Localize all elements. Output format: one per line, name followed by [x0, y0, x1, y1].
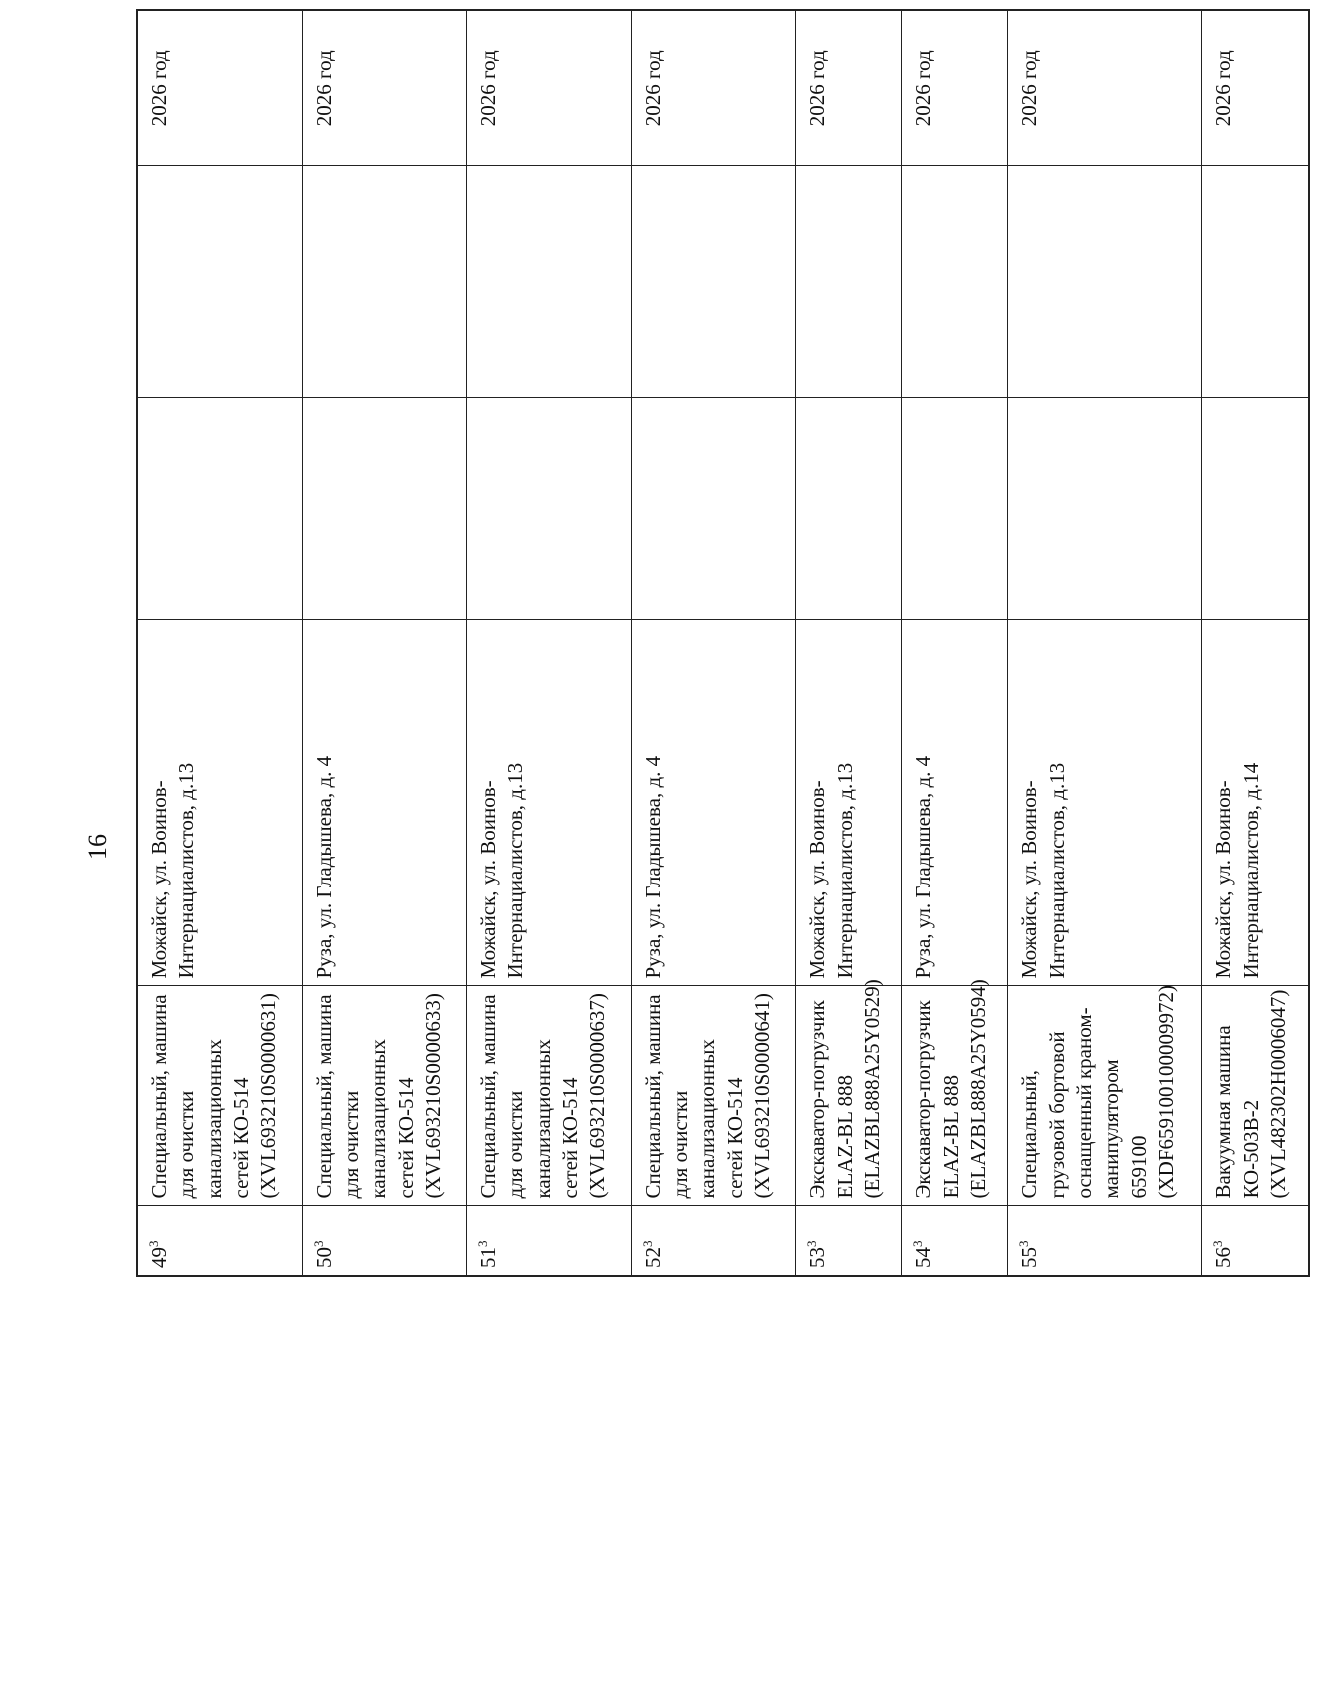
empty-cell: [302, 398, 467, 620]
table-row: [1202, 10, 1309, 1276]
empty-cell: [137, 166, 302, 398]
table-row: [796, 10, 902, 1276]
empty-cell: [1202, 398, 1309, 620]
table-row: [1008, 10, 1202, 1276]
row-number-cell: $52^3$: [631, 1206, 796, 1276]
address-cell: Можайск, ул. Воинов-Интернациалистов, д.13: [137, 620, 302, 986]
vehicle-name-cell: Специальный, грузовой бортовой оснащенный краном-манипулятором 659100 (XDF659100100009972): [1008, 986, 1202, 1206]
empty-cell: [467, 166, 632, 398]
address-cell: Можайск, ул. Воинов-Интернациалистов, д.13: [467, 620, 632, 986]
year-cell: 2026 год: [1008, 10, 1202, 166]
year-cell: 2026 год: [302, 10, 467, 166]
row-number-cell: $55^3$: [1008, 1206, 1202, 1276]
empty-cell: [902, 166, 1008, 398]
empty-cell: [1008, 166, 1202, 398]
address-cell: Руза, ул. Гладышева, д. 4: [302, 620, 467, 986]
row-number-cell: $56^3$: [1202, 1206, 1309, 1276]
vehicle-name-cell: Экскаватор-погрузчик ELAZ-BL 888 (ELAZBL888A25Y0594): [902, 986, 1008, 1206]
empty-cell: [467, 398, 632, 620]
address-cell: Можайск, ул. Воинов-Интернациалистов, д.14: [1202, 620, 1309, 986]
year-cell: 2026 год: [137, 10, 302, 166]
table-row: [467, 10, 632, 1276]
year-cell: 2026 год: [467, 10, 632, 166]
row-number-cell: $54^3$: [902, 1206, 1008, 1276]
vehicle-name-cell: Специальный, машина для очистки канализационных сетей КО-514 (XVL693210S0000631): [137, 986, 302, 1206]
table-container: [136, 50, 1318, 1277]
row-number-cell: $53^3$: [796, 1206, 902, 1276]
table-row: [902, 10, 1008, 1276]
empty-cell: [137, 398, 302, 620]
row-number-cell: $49^3$: [137, 1206, 302, 1276]
address-cell: Руза, ул. Гладышева, д. 4: [902, 620, 1008, 986]
empty-cell: [796, 166, 902, 398]
empty-cell: [631, 398, 796, 620]
equipment-table: [136, 9, 1310, 1277]
address-cell: Можайск, ул. Воинов-Интернациалистов, д.13: [796, 620, 902, 986]
year-cell: 2026 год: [631, 10, 796, 166]
address-cell: Руза, ул. Гладышева, д. 4: [631, 620, 796, 986]
row-number-cell: $50^3$: [302, 1206, 467, 1276]
empty-cell: [1202, 166, 1309, 398]
empty-cell: [902, 398, 1008, 620]
empty-cell: [1008, 398, 1202, 620]
vehicle-name-cell: Экскаватор-погрузчик ELAZ-BL 888 (ELAZBL888A25Y0529): [796, 986, 902, 1206]
year-cell: 2026 год: [796, 10, 902, 166]
address-cell: Можайск, ул. Воинов-Интернациалистов, д.13: [1008, 620, 1202, 986]
table-row: [137, 10, 302, 1276]
vehicle-name-cell: Специальный, машина для очистки канализационных сетей КО-514 (XVL693210S0000633): [302, 986, 467, 1206]
empty-cell: [302, 166, 467, 398]
row-number-cell: $51^3$: [467, 1206, 632, 1276]
vehicle-name-cell: Специальный, машина для очистки канализационных сетей КО-514 (XVL693210S0000637): [467, 986, 632, 1206]
empty-cell: [631, 166, 796, 398]
vehicle-name-cell: Специальный, машина для очистки канализационных сетей КО-514 (XVL693210S0000641): [631, 986, 796, 1206]
empty-cell: [796, 398, 902, 620]
year-cell: 2026 год: [1202, 10, 1309, 166]
table-row: [302, 10, 467, 1276]
page-number: 16: [83, 834, 112, 860]
table-row: [631, 10, 796, 1276]
vehicle-name-cell: Вакуумная машина КО-503В-2 (XVL482302H0006047): [1202, 986, 1309, 1206]
year-cell: 2026 год: [902, 10, 1008, 166]
